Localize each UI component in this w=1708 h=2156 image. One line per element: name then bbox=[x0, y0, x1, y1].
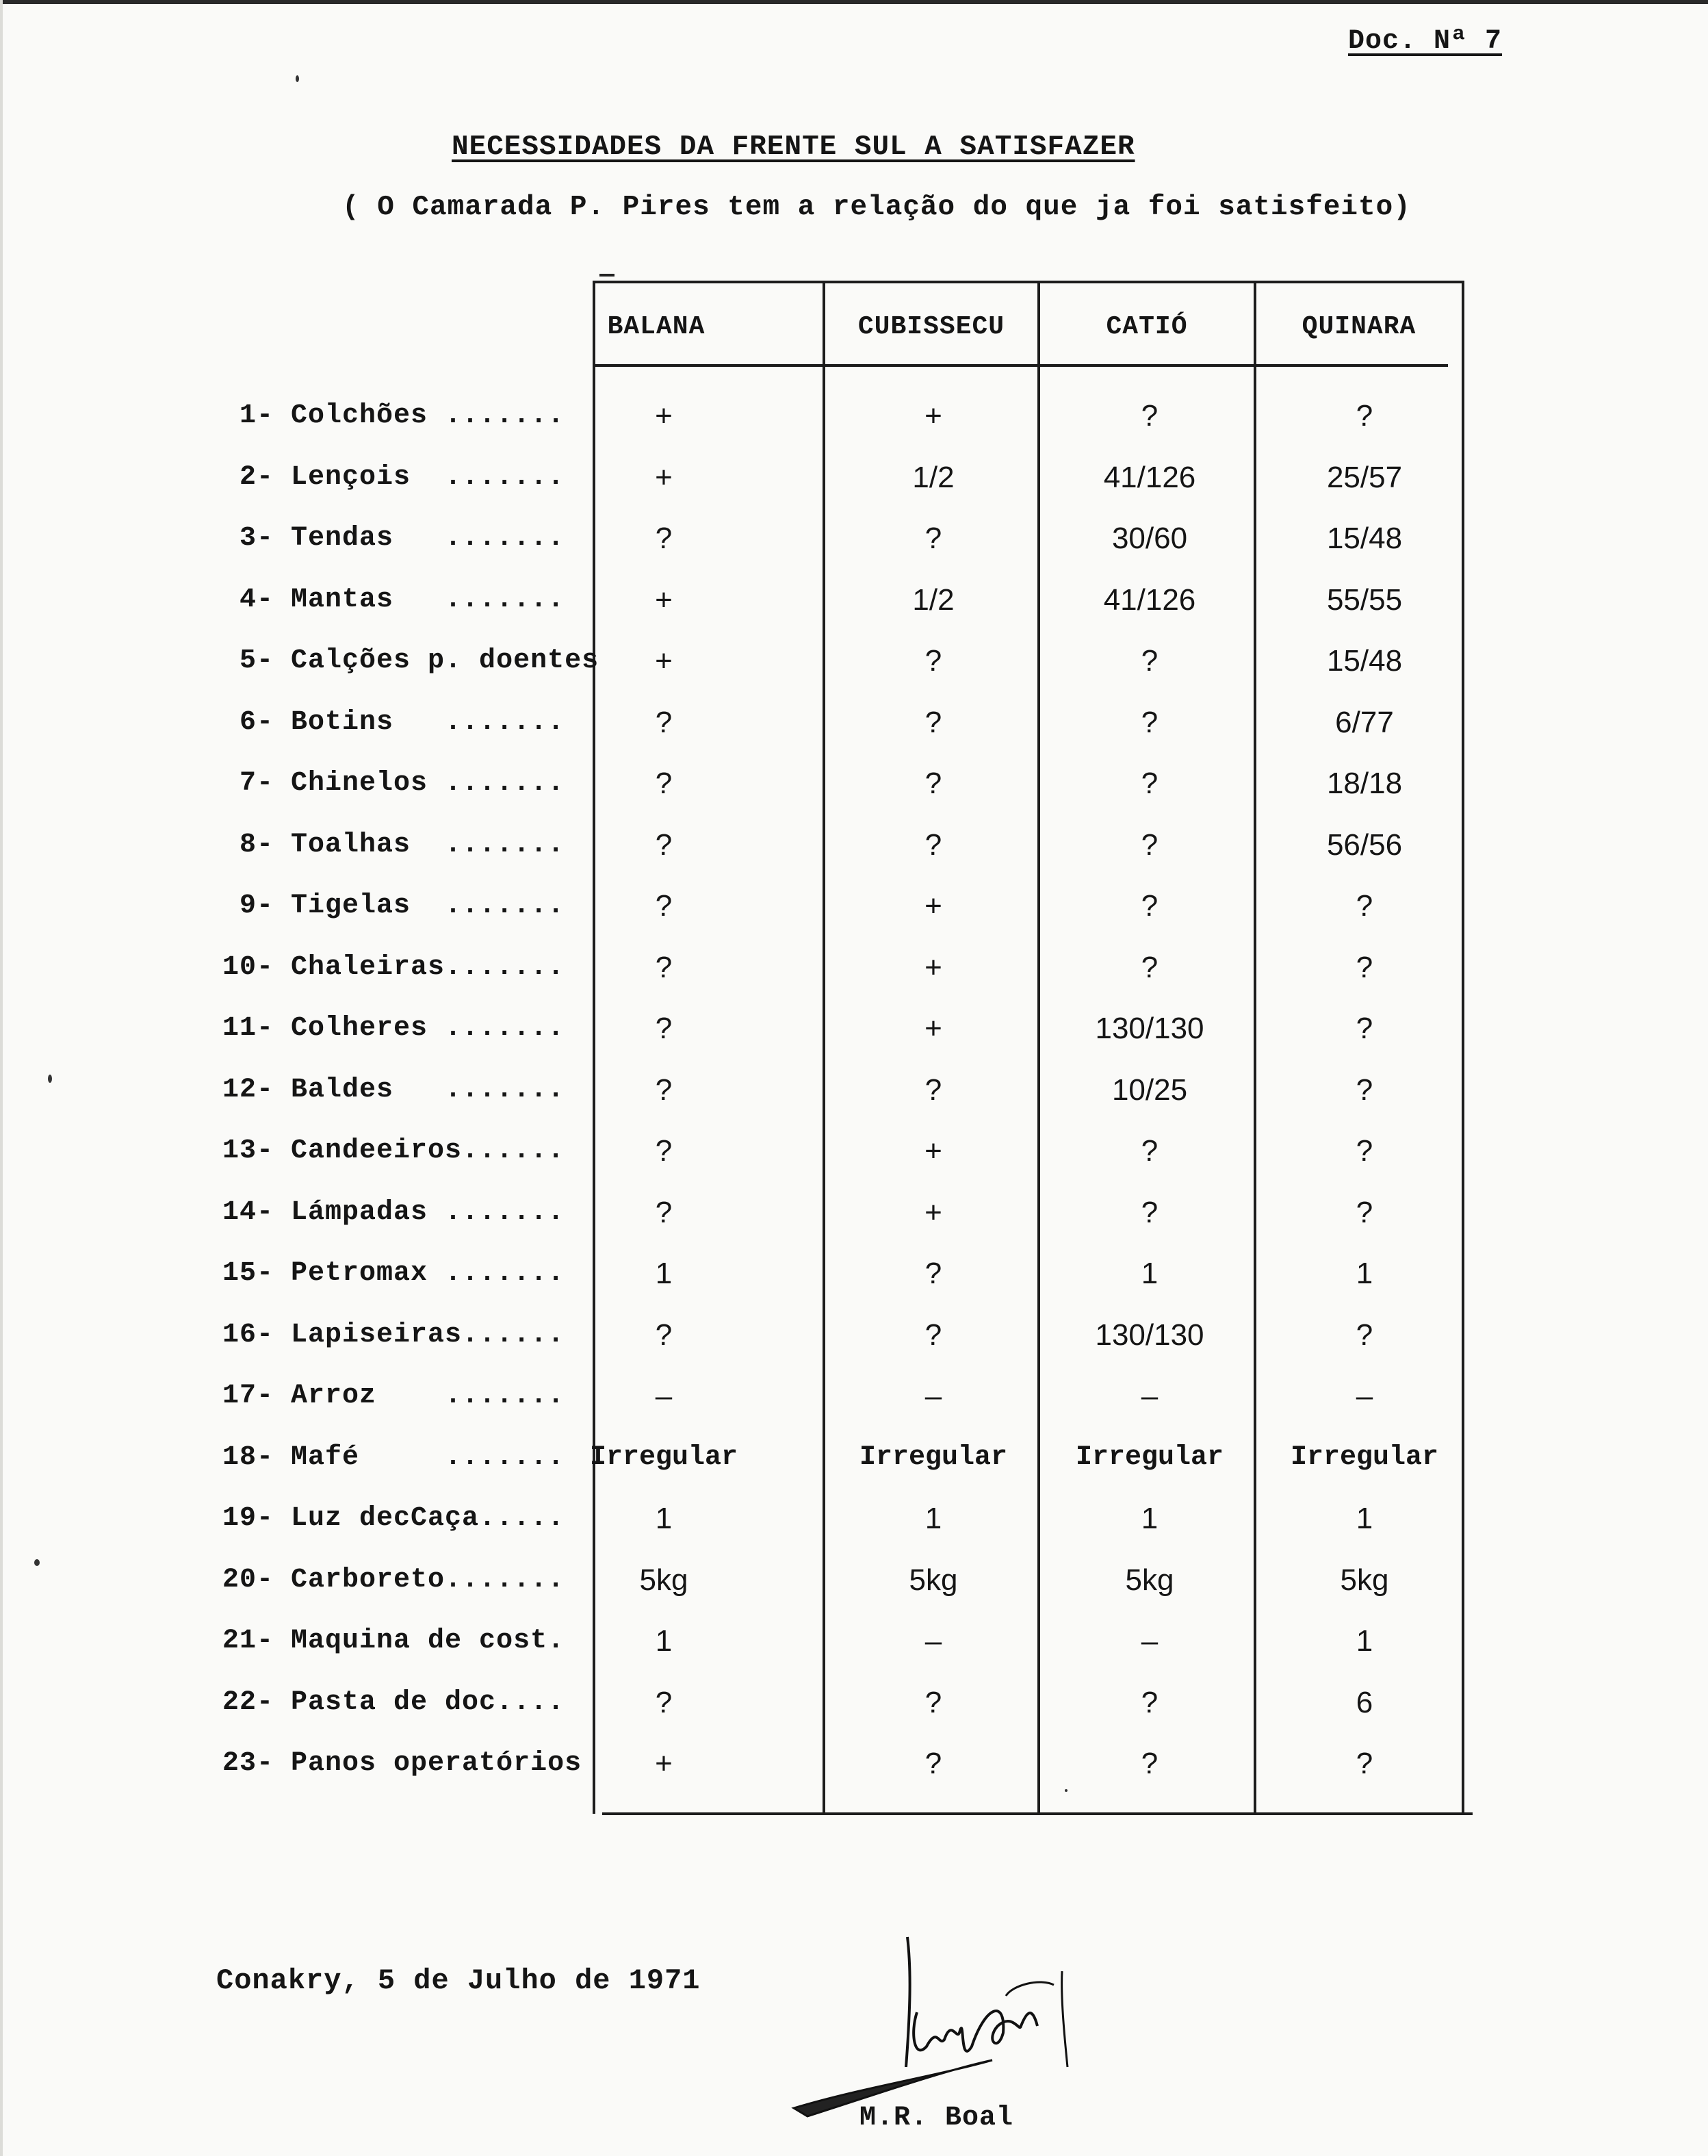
row-number: 20- bbox=[222, 1565, 274, 1595]
cell-cubissecu: ? bbox=[924, 828, 942, 862]
row-label bbox=[198, 1498, 565, 1539]
cell-cubissecu: Irregular bbox=[859, 1442, 1008, 1473]
cell-cubissecu: + bbox=[924, 889, 942, 923]
row-number: 12- bbox=[222, 1075, 274, 1105]
cell-quinara: – bbox=[1356, 1379, 1373, 1413]
row-number: 7- bbox=[239, 768, 274, 799]
column-divider-2 bbox=[1037, 282, 1040, 1814]
row-label bbox=[198, 1131, 565, 1172]
cell-quinara: 1 bbox=[1356, 1624, 1373, 1658]
cell-cubissecu: + bbox=[924, 1012, 942, 1045]
cell-balana: + bbox=[655, 1747, 673, 1780]
table-header-divider bbox=[593, 364, 1448, 367]
row-item-name: Colchões ....... bbox=[291, 400, 565, 431]
row-number: 11- bbox=[222, 1013, 274, 1044]
row-item-name: Baldes ....... bbox=[291, 1075, 565, 1105]
row-item-name: Carboreto....... bbox=[291, 1565, 565, 1595]
cell-balana: ? bbox=[655, 1012, 673, 1045]
cell-balana: ? bbox=[655, 889, 673, 923]
scan-speck bbox=[34, 1559, 40, 1566]
cell-quinara: ? bbox=[1356, 399, 1373, 433]
row-number: 1- bbox=[239, 400, 274, 431]
cell-cubissecu: 1 bbox=[924, 1502, 942, 1535]
cell-cubissecu: 1/2 bbox=[912, 461, 955, 494]
row-number: 4- bbox=[239, 585, 274, 615]
row-label bbox=[198, 1253, 565, 1294]
cell-quinara: 25/57 bbox=[1326, 461, 1403, 494]
scan-speck bbox=[48, 1075, 52, 1083]
row-item-name: Tigelas ....... bbox=[291, 890, 565, 921]
cell-quinara: ? bbox=[1356, 1134, 1373, 1168]
cell-balana: ? bbox=[655, 706, 673, 739]
row-number: 9- bbox=[239, 890, 274, 921]
cell-catio: ? bbox=[1141, 399, 1159, 433]
column-divider-3 bbox=[1254, 282, 1256, 1814]
row-item-name: Calções p. doentes bbox=[291, 645, 599, 676]
cell-balana: Irregular bbox=[589, 1442, 738, 1473]
cell-balana: + bbox=[655, 399, 673, 433]
cell-catio: ? bbox=[1141, 889, 1159, 923]
row-item-name: Lapiseiras...... bbox=[291, 1320, 565, 1350]
row-number: 18- bbox=[222, 1442, 274, 1473]
cell-quinara: 1 bbox=[1356, 1257, 1373, 1290]
cell-balana: ? bbox=[655, 951, 673, 984]
column-header-quinara: QUINARA bbox=[1302, 312, 1416, 342]
cell-quinara: 55/55 bbox=[1326, 583, 1403, 617]
cell-catio: 1 bbox=[1141, 1502, 1159, 1535]
row-item-name: Maquina de cost. bbox=[291, 1626, 565, 1656]
row-label bbox=[198, 1192, 565, 1233]
row-number: 23- bbox=[222, 1748, 274, 1779]
column-divider-1 bbox=[823, 282, 825, 1814]
cell-balana: ? bbox=[655, 1073, 673, 1107]
cell-cubissecu: + bbox=[924, 1196, 942, 1229]
cell-cubissecu: ? bbox=[924, 1257, 942, 1290]
cell-balana: + bbox=[655, 461, 673, 494]
row-item-name: Lámpadas ....... bbox=[291, 1197, 565, 1228]
cell-catio: – bbox=[1141, 1624, 1159, 1658]
row-number: 15- bbox=[222, 1258, 274, 1289]
cell-cubissecu: ? bbox=[924, 1747, 942, 1780]
cell-catio: ? bbox=[1141, 644, 1159, 678]
row-label bbox=[198, 763, 565, 804]
cell-cubissecu: ? bbox=[924, 522, 942, 555]
cell-cubissecu: 1/2 bbox=[912, 583, 955, 617]
row-label bbox=[198, 1376, 565, 1417]
page-title: NECESSIDADES DA FRENTE SUL A SATISFAZER bbox=[452, 131, 1135, 163]
row-number: 10- bbox=[222, 952, 274, 983]
page-subtitle: ( O Camarada P. Pires tem a relação do que ja foi satisfeito) bbox=[342, 192, 1411, 223]
cell-balana: – bbox=[655, 1379, 673, 1413]
cell-balana: ? bbox=[655, 828, 673, 862]
cell-balana: 5kg bbox=[639, 1563, 688, 1597]
cell-catio: 5kg bbox=[1125, 1563, 1174, 1597]
cell-quinara: ? bbox=[1356, 889, 1373, 923]
cell-balana: ? bbox=[655, 1134, 673, 1168]
cell-cubissecu: + bbox=[924, 1134, 942, 1168]
row-item-name: Colheres ....... bbox=[291, 1013, 565, 1044]
row-number: 14- bbox=[222, 1197, 274, 1228]
cell-balana: ? bbox=[655, 1196, 673, 1229]
column-header-catio: CATIÓ bbox=[1106, 312, 1188, 342]
row-number: 21- bbox=[222, 1626, 274, 1656]
scan-speck bbox=[1065, 1789, 1068, 1792]
row-label bbox=[198, 825, 565, 866]
row-number: 2- bbox=[239, 462, 274, 493]
cell-catio: 130/130 bbox=[1095, 1318, 1204, 1352]
row-item-name: Mafé ....... bbox=[291, 1442, 565, 1473]
cell-balana: + bbox=[655, 583, 673, 617]
row-number: 6- bbox=[239, 707, 274, 738]
top-scan-edge bbox=[0, 0, 1708, 4]
row-label bbox=[198, 396, 565, 437]
cell-quinara: ? bbox=[1356, 1318, 1373, 1352]
table-top-border bbox=[593, 281, 1464, 283]
row-label bbox=[198, 518, 565, 559]
cell-catio: 10/25 bbox=[1111, 1073, 1188, 1107]
cell-cubissecu: ? bbox=[924, 706, 942, 739]
cell-quinara: 5kg bbox=[1340, 1563, 1389, 1597]
column-header-balana: BALANA bbox=[607, 312, 706, 342]
cell-balana: 1 bbox=[655, 1257, 673, 1290]
cell-catio: – bbox=[1141, 1379, 1159, 1413]
cell-catio: ? bbox=[1141, 767, 1159, 800]
cell-cubissecu: ? bbox=[924, 1686, 942, 1719]
cell-quinara: 15/48 bbox=[1326, 522, 1403, 555]
row-item-name: Petromax ....... bbox=[291, 1258, 565, 1289]
cell-quinara: 6/77 bbox=[1335, 706, 1394, 739]
cell-quinara: 18/18 bbox=[1326, 767, 1403, 800]
row-number: 19- bbox=[222, 1503, 274, 1534]
row-label bbox=[198, 1743, 582, 1784]
cell-quinara: Irregular bbox=[1290, 1442, 1439, 1473]
row-number: 22- bbox=[222, 1687, 274, 1718]
cell-balana: ? bbox=[655, 767, 673, 800]
row-number: 3- bbox=[239, 523, 274, 554]
row-label bbox=[198, 1008, 565, 1049]
cell-catio: 41/126 bbox=[1103, 461, 1196, 494]
cell-cubissecu: ? bbox=[924, 767, 942, 800]
row-label bbox=[198, 1621, 565, 1662]
cell-catio: 130/130 bbox=[1095, 1012, 1204, 1045]
cell-balana: 1 bbox=[655, 1624, 673, 1658]
row-item-name: Botins ....... bbox=[291, 707, 565, 738]
cell-catio: ? bbox=[1141, 951, 1159, 984]
cell-quinara: ? bbox=[1356, 1012, 1373, 1045]
row-label bbox=[198, 580, 565, 621]
row-label bbox=[198, 702, 565, 743]
cell-quinara: 56/56 bbox=[1326, 828, 1403, 862]
row-label bbox=[198, 641, 599, 682]
cell-quinara: ? bbox=[1356, 951, 1373, 984]
row-item-name: Chaleiras....... bbox=[291, 952, 565, 983]
row-item-name: Toalhas ....... bbox=[291, 830, 565, 860]
cell-quinara: ? bbox=[1356, 1196, 1373, 1229]
cell-quinara: 6 bbox=[1356, 1686, 1373, 1719]
row-item-name: Pasta de doc.... bbox=[291, 1687, 565, 1718]
cell-cubissecu: 5kg bbox=[909, 1563, 958, 1597]
left-scan-edge bbox=[0, 0, 3, 2156]
row-label bbox=[198, 1437, 565, 1478]
cell-catio: 30/60 bbox=[1111, 522, 1188, 555]
cell-catio: ? bbox=[1141, 706, 1159, 739]
scan-speck bbox=[296, 75, 299, 82]
row-item-name: Mantas ....... bbox=[291, 585, 565, 615]
cell-cubissecu: + bbox=[924, 399, 942, 433]
row-number: 8- bbox=[239, 830, 274, 860]
cell-balana: + bbox=[655, 644, 673, 678]
column-header-cubissecu: CUBISSECU bbox=[857, 312, 1005, 342]
row-number: 16- bbox=[222, 1320, 274, 1350]
cell-balana: ? bbox=[655, 1318, 673, 1352]
cell-catio: Irregular bbox=[1075, 1442, 1224, 1473]
cell-catio: ? bbox=[1141, 1686, 1159, 1719]
cell-catio: 41/126 bbox=[1103, 583, 1196, 617]
row-item-name: Luz decCaça..... bbox=[291, 1503, 565, 1534]
cell-quinara: ? bbox=[1356, 1073, 1373, 1107]
cell-cubissecu: – bbox=[924, 1624, 942, 1658]
row-number: 13- bbox=[222, 1135, 274, 1166]
cell-quinara: ? bbox=[1356, 1747, 1373, 1780]
cell-cubissecu: ? bbox=[924, 644, 942, 678]
cell-cubissecu: ? bbox=[924, 1073, 942, 1107]
row-label bbox=[198, 1560, 565, 1601]
row-item-name: Candeeiros...... bbox=[291, 1135, 565, 1166]
cell-quinara: 1 bbox=[1356, 1502, 1373, 1535]
cell-balana: ? bbox=[655, 1686, 673, 1719]
cell-catio: ? bbox=[1141, 1134, 1159, 1168]
cell-catio: 1 bbox=[1141, 1257, 1159, 1290]
row-label bbox=[198, 1682, 565, 1723]
row-item-name: Chinelos ....... bbox=[291, 768, 565, 799]
row-label bbox=[198, 1070, 565, 1111]
row-label bbox=[198, 457, 565, 498]
cell-catio: ? bbox=[1141, 1196, 1159, 1229]
place-and-date: Conakry, 5 de Julho de 1971 bbox=[216, 1964, 701, 1997]
row-item-name: Arroz ....... bbox=[291, 1381, 565, 1411]
row-item-name: Lençois ....... bbox=[291, 462, 565, 493]
cell-cubissecu: – bbox=[924, 1379, 942, 1413]
row-number: 5- bbox=[239, 645, 274, 676]
cell-quinara: 15/48 bbox=[1326, 644, 1403, 678]
cell-catio: ? bbox=[1141, 828, 1159, 862]
cell-cubissecu: + bbox=[924, 951, 942, 984]
cell-balana: 1 bbox=[655, 1502, 673, 1535]
stray-dash-mark bbox=[599, 274, 614, 277]
row-number: 17- bbox=[222, 1381, 274, 1411]
document-reference: Doc. Nª 7 bbox=[1348, 26, 1503, 57]
row-item-name: Tendas ....... bbox=[291, 523, 565, 554]
row-label bbox=[198, 947, 565, 988]
row-label bbox=[198, 886, 565, 927]
cell-cubissecu: ? bbox=[924, 1318, 942, 1352]
cell-balana: ? bbox=[655, 522, 673, 555]
cell-catio: ? bbox=[1141, 1747, 1159, 1780]
row-label bbox=[198, 1315, 565, 1356]
signatory-name: M.R. Boal bbox=[859, 2103, 1014, 2133]
row-item-name: Panos operatórios bbox=[291, 1748, 582, 1779]
